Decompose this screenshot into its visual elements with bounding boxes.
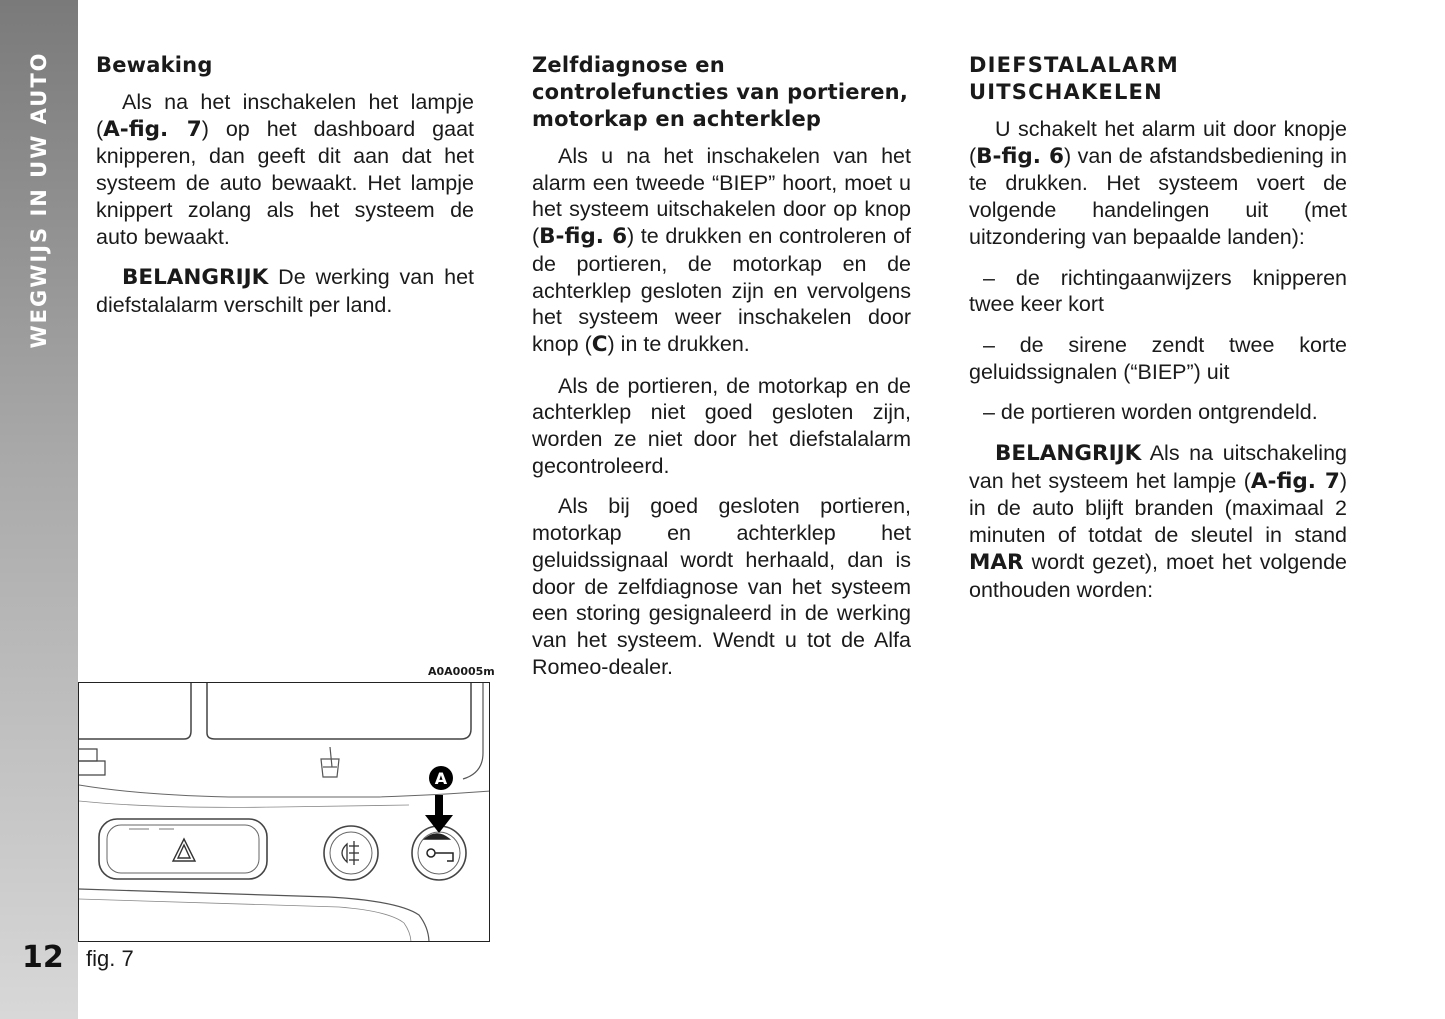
callout-label: A — [434, 769, 448, 788]
list-item: – de portieren worden ontgrendeld. — [983, 400, 1318, 425]
important-note: BELANGRIJK De werking van het diefstalalarm verschilt per land. — [96, 265, 474, 317]
heading-bewaking: Bewaking — [96, 53, 213, 77]
sidebar — [0, 0, 78, 1019]
paragraph: Als na het inschakelen het lampje (A-fig. 7) op het dashboard gaat knipperen, dan geeft dit aan dat het systeem de auto bewaakt. Het lampje knippert zolang als het systeem de auto bewaakt. — [96, 90, 474, 249]
column-2 — [532, 52, 911, 694]
paragraph: Als bij goed gesloten portieren, motorkap en achterklep het geluidssignaal wordt herhaald, dan is door de zelfdiagnose van het systeem een storing gesignaleerd in de werking van het systeem. Wendt u tot de Alfa Romeo-dealer. — [532, 494, 911, 679]
heading-uitschakelen: DIEFSTALALARM UITSCHAKELEN — [969, 53, 1179, 104]
column-1 — [96, 52, 474, 333]
hazard-button — [99, 819, 267, 879]
heading-zelfdiagnose: Zelfdiagnose en controlefuncties van portieren, motorkap en achterklep — [532, 53, 909, 131]
fog-light-icon — [342, 841, 359, 865]
paragraph: U schakelt het alarm uit door knopje (B-fig. 6) van de afstandsbediening in te drukken. Het systeem voert de volgende handelingen uit (met uitzondering van bepaalde landen): — [969, 117, 1348, 249]
cup-holder-icon — [321, 747, 339, 777]
paragraph: Als de portieren, de motorkap en de achterklep niet goed gesloten zijn, worden ze niet door het diefstalalarm gecontroleerd. — [532, 373, 911, 478]
important-note: BELANGRIJK Als na uitschakeling van het systeem het lampje (A-fig. 7) in de auto blijft branden (maximaal 2 minuten of totdat de sleutel in stand MAR wordt gezet), moet het volgende onthouden worden: — [969, 441, 1347, 602]
section-title: WEGWIJS IN UW AUTO — [27, 51, 51, 349]
key-icon — [425, 834, 453, 861]
list-item: – de sirene zendt twee korte geluidssignalen (“BIEP”) uit — [969, 332, 1347, 384]
paragraph: Als u na het inschakelen van het alarm een tweede “BIEP” hoort, moet u het systeem uitschakelen door op knop (B-fig. 6) te drukken en controleren of de portieren, de motorkap en de achterklep gesloten zijn en vervolgens het systeem weer inschakelen door knop (C) in te drukken. — [532, 144, 912, 357]
dashboard-figure — [78, 682, 490, 942]
figure-code: A0A0005m — [428, 665, 495, 678]
list-item: – de richtingaanwijzers knipperen twee keer kort — [969, 265, 1347, 317]
figure-caption: fig. 7 — [86, 946, 134, 971]
hazard-warning-icon — [173, 839, 195, 861]
column-3 — [969, 52, 1347, 617]
dashboard-illustration — [79, 683, 490, 942]
page-number: 12 — [22, 940, 64, 975]
